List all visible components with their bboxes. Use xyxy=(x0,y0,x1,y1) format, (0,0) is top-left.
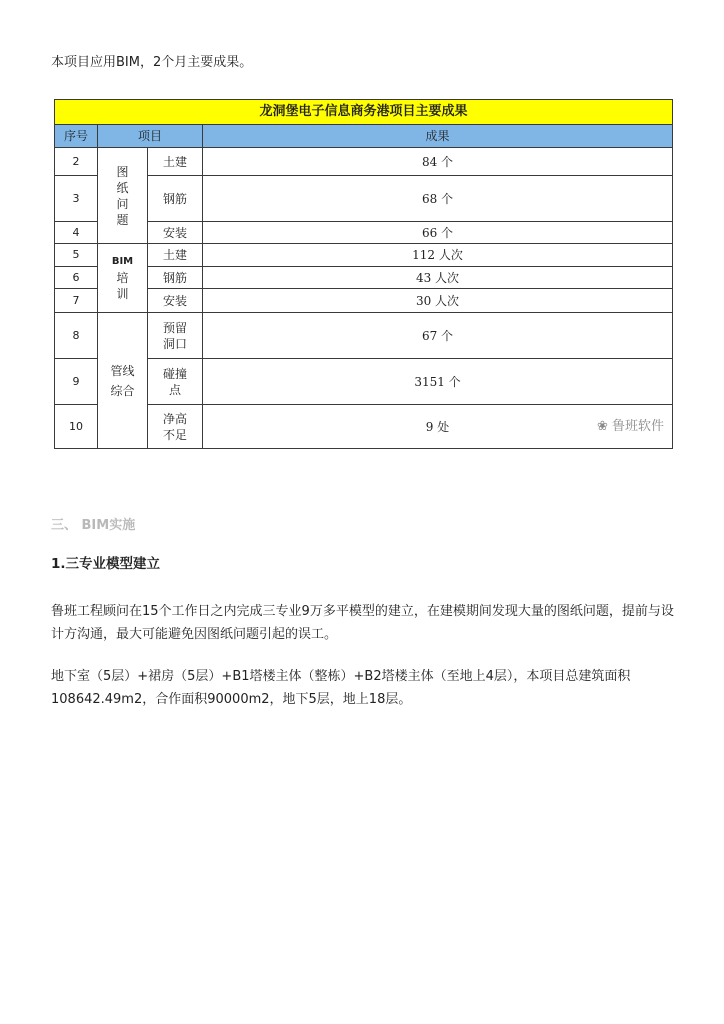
results-table xyxy=(54,99,673,449)
row-sub: 安装 xyxy=(148,222,203,244)
row-no: 7 xyxy=(55,289,98,313)
header-result: 成果 xyxy=(203,125,673,148)
row-sub: 安装 xyxy=(148,289,203,313)
row-result-cell xyxy=(203,405,673,449)
table-row xyxy=(55,405,673,449)
table-header-row xyxy=(55,125,673,148)
row-sub: 土建 xyxy=(148,244,203,267)
row-result: 30 人次 xyxy=(203,289,673,313)
row-result: 43 人次 xyxy=(203,267,673,289)
table-row xyxy=(55,267,673,289)
row-no: 4 xyxy=(55,222,98,244)
table-title: 龙洞堡电子信息商务港项目主要成果 xyxy=(55,100,673,125)
row-result: 84 个 xyxy=(203,148,673,176)
row-no: 8 xyxy=(55,313,98,359)
table-row xyxy=(55,222,673,244)
table-row xyxy=(55,176,673,222)
row-no: 2 xyxy=(55,148,98,176)
table-row xyxy=(55,313,673,359)
row-no: 10 xyxy=(55,405,98,449)
row-sub: 预留洞口 xyxy=(162,320,187,351)
table-row xyxy=(55,359,673,405)
paragraph-2: 地下室（5层）+裙房（5层）+B1塔楼主体（整栋）+B2塔楼主体（至地上4层），本项目总建筑面积108642.49m2，合作面积90000m2，地下5层，地上18层。 xyxy=(51,669,631,707)
row-no: 6 xyxy=(55,267,98,289)
group-pipeline xyxy=(98,313,148,449)
row-sub: 净高不足 xyxy=(162,411,187,442)
chat-bubble-icon: ❀ xyxy=(596,418,608,434)
paragraph-1: 鲁班工程顾问在15个工作日之内完成三专业9万多平模型的建立，在建模期间发现大量的图纸问题，提前与设计方沟通，最大可能避免因图纸问题引起的误工。 xyxy=(51,604,674,642)
group-label: 图纸问题 xyxy=(116,164,129,227)
table-row xyxy=(55,148,673,176)
table-row xyxy=(55,289,673,313)
row-no: 5 xyxy=(55,244,98,267)
row-sub: 钢筋 xyxy=(148,176,203,222)
section-heading: 三、 BIM实施 xyxy=(51,518,136,533)
watermark-text: 鲁班软件 xyxy=(611,418,664,434)
row-no: 3 xyxy=(55,176,98,222)
group-bim-training xyxy=(98,244,148,313)
row-result: 9 处 xyxy=(425,419,450,434)
intro-text: 本项目应用BIM，2个月主要成果。 xyxy=(51,55,253,70)
row-sub: 钢筋 xyxy=(148,267,203,289)
row-result: 112 人次 xyxy=(203,244,673,267)
row-result: 68 个 xyxy=(203,176,673,222)
header-no: 序号 xyxy=(55,125,98,148)
row-sub: 土建 xyxy=(148,148,203,176)
subheading: 1.三专业模型建立 xyxy=(51,556,161,572)
header-item: 项目 xyxy=(98,125,203,148)
group-label: 管线综合 xyxy=(110,363,135,398)
row-no: 9 xyxy=(55,359,98,405)
table-title-row xyxy=(55,100,673,125)
row-result: 3151 个 xyxy=(203,359,673,405)
row-result: 67 个 xyxy=(203,313,673,359)
group-label: 培训 xyxy=(116,271,129,301)
row-result: 66 个 xyxy=(203,222,673,244)
watermark xyxy=(597,419,664,435)
group-drawing-issues xyxy=(98,148,148,244)
row-sub: 碰撞点 xyxy=(162,366,187,397)
table-row xyxy=(55,244,673,267)
group-label: BIM xyxy=(111,256,134,267)
